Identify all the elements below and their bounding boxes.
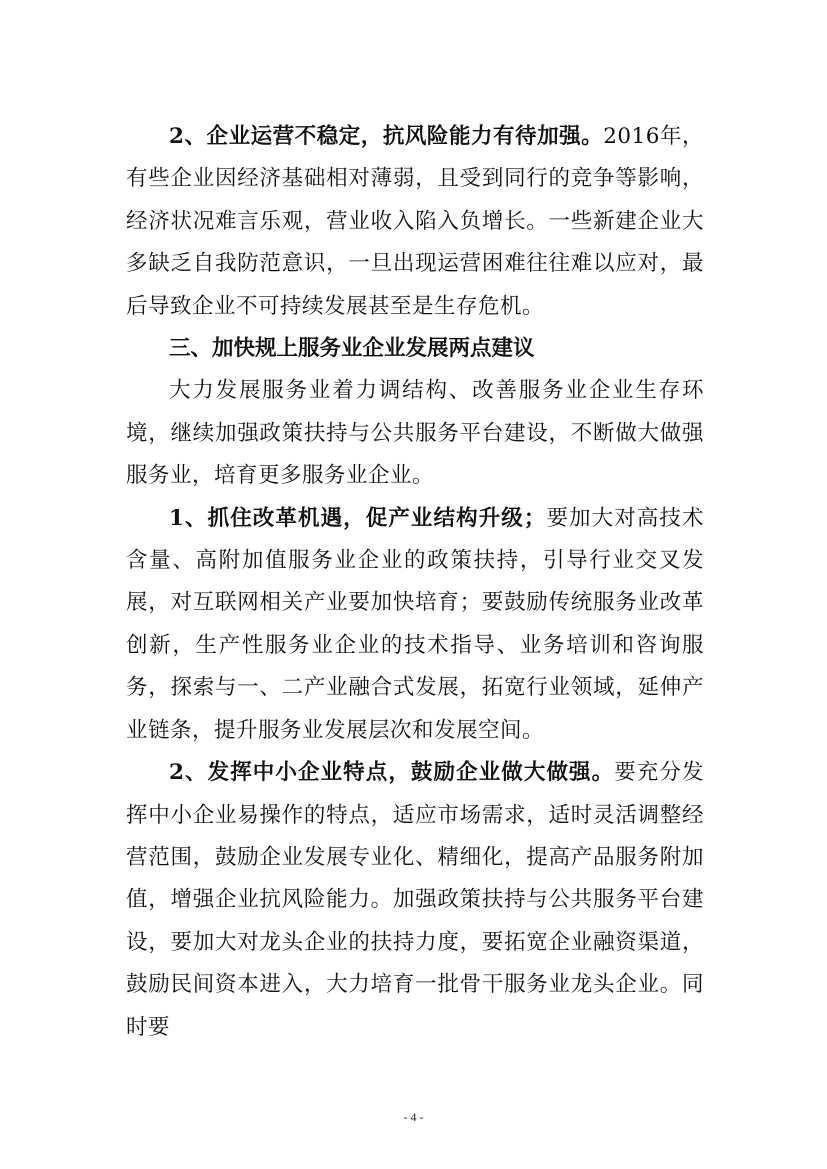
paragraph-text: 大力发展服务业着力调结构、改善服务业企业生存环境，继续加强政策扶持与公共服务平台建设，不断做大做强服务业，培育更多服务业企业。 bbox=[126, 378, 704, 489]
paragraph-text: 2016年，有些企业因经济基础相对薄弱，且受到同行的竞争等影响，经济状况难言乐观，营业收入陷入负增长。一些新建企业大多缺乏自我防范意识，一旦出现运营困难往往难以应对，最后导致企业不可持续发展甚至是生存危机。 bbox=[126, 124, 704, 319]
section-heading: 三、加快规上服务业企业发展两点建议 bbox=[169, 336, 535, 362]
paragraph-text: 要加大对高技术含量、高附加值服务业企业的政策扶持，引导行业交叉发展，对互联网相关产业要加快培育；要鼓励传统服务业改革创新，生产性服务业企业的技术指导、业务培训和咨询服务，探索与一、二产业融合式发展，拓宽行业领域，延伸产业链条，提升服务业发展层次和发展空间。 bbox=[126, 505, 704, 743]
page-number: - 4 - bbox=[403, 1110, 424, 1124]
paragraph-text: 要充分发挥中小企业易操作的特点，适应市场需求，适时灵活调整经营范围，鼓励企业发展专业化、精细化，提高产品服务附加值，增强企业抗风险能力。加强政策扶持与公共服务平台建设，要加大对龙头企业的扶持力度，要拓宽企业融资渠道，鼓励民间资本进入，大力培育一批骨干服务业龙头企业。同时要 bbox=[126, 760, 704, 1040]
paragraph-operation-instability bbox=[126, 116, 704, 328]
paragraph-lead: 1、抓住改革机遇，促产业结构升级； bbox=[169, 505, 546, 531]
paragraph-sme-strength bbox=[126, 752, 704, 1049]
paragraph-lead: 2、发挥中小企业特点，鼓励企业做大做强。 bbox=[169, 760, 615, 786]
paragraph-intro bbox=[126, 370, 704, 497]
document-body bbox=[126, 116, 704, 1049]
paragraph-reform-opportunity bbox=[126, 498, 704, 752]
paragraph-lead: 2、企业运营不稳定，抗风险能力有待加强。 bbox=[169, 124, 604, 149]
